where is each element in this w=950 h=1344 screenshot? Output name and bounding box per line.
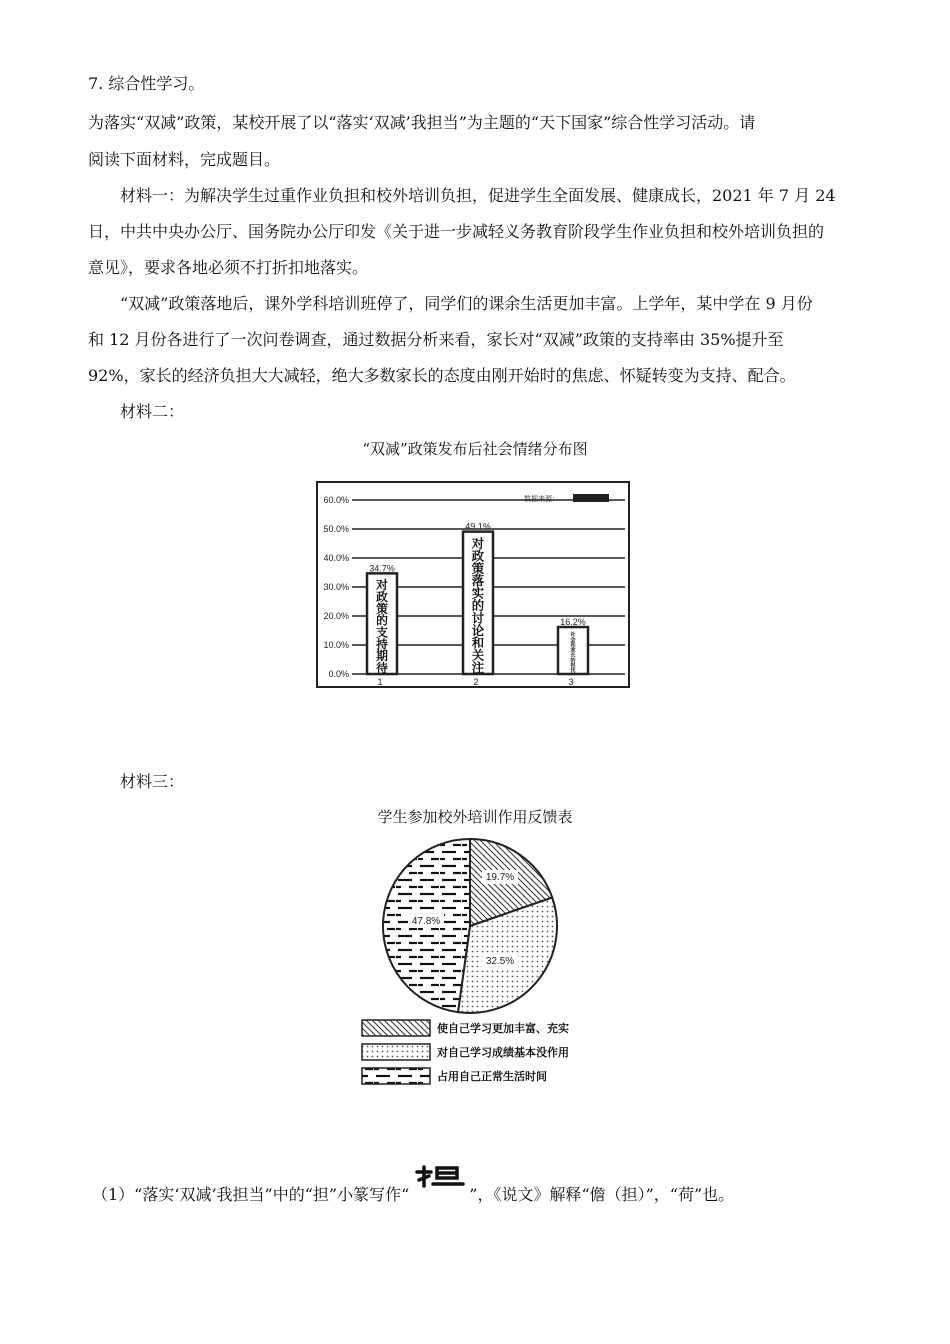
material1-p2-line-1: “双减”政策落地后，课外学科培训班停了，同学们的课余生活更加丰富。上学年，某中学在 9 月份 xyxy=(120,294,813,313)
source-box xyxy=(573,494,609,502)
bar-value-label: 34.7% xyxy=(369,563,395,574)
subquestion-line xyxy=(92,1176,734,1205)
pie-value-label: 19.7% xyxy=(485,872,515,883)
y-tick-label: 10.0% xyxy=(323,640,349,650)
bar-value-label: 49.1% xyxy=(465,521,491,532)
material1-line-3: 意见》，要求各地必须不打折扣地落实。 xyxy=(88,258,369,277)
intro-line-2: 阅读下面材料，完成题目。 xyxy=(88,150,281,169)
y-tick-label: 0.0% xyxy=(328,669,349,679)
legend-label: 占用自己正常生活时间 xyxy=(437,1071,547,1083)
material2-label: 材料二： xyxy=(120,402,185,421)
material1-line-1: 材料一：为解决学生过重作业负担和校外培训负担，促进学生全面发展、健康成长，2021 年 7 月 24 xyxy=(120,186,836,205)
question-heading: 7. 综合性学习。 xyxy=(88,74,205,93)
legend-swatch xyxy=(362,1068,430,1084)
y-tick-label: 20.0% xyxy=(323,611,349,621)
source-label: 数据来源： xyxy=(524,496,559,503)
material2-caption: “双减”政策发布后社会情绪分布图 xyxy=(362,440,588,458)
pie-value-label: 32.5% xyxy=(485,956,515,967)
x-tick-label: 3 xyxy=(568,677,574,687)
y-tick-label: 40.0% xyxy=(323,553,349,563)
x-tick-label: 2 xyxy=(473,677,479,687)
legend-swatch xyxy=(362,1044,430,1060)
y-tick-label: 50.0% xyxy=(323,524,349,534)
legend-swatch xyxy=(362,1020,430,1036)
intro-line-1: 为落实“双减”政策，某校开展了以“落实‘双减’我担当”为主题的“天下国家”综合性学习活动。请 xyxy=(88,113,756,132)
bar-value-label: 16.2% xyxy=(560,617,586,628)
material1-line-2: 日，中共中央办公厅、国务院办公厅印发《关于进一步减轻义务教育阶段学生作业负担和校外培训负担的 xyxy=(88,222,825,241)
pie-value-label: 47.8% xyxy=(411,916,441,927)
material1-p2-line-2: 和 12 月份各进行了一次问卷调查，通过数据分析来看，家长对“双减”政策的支持率由 35%提升至 xyxy=(88,330,784,349)
bar-chart xyxy=(0,476,950,696)
bar-label: 社会和家长的担忧 xyxy=(570,632,576,674)
x-tick-label: 1 xyxy=(377,677,383,687)
bar-label: 对政策的支持期待 xyxy=(376,578,388,675)
subquestion-before: （1）“落实‘双减’我担当”中的“担”小篆写作“ xyxy=(92,1185,410,1204)
seal-script-dan-icon xyxy=(409,1176,469,1196)
material3-label: 材料三： xyxy=(120,772,185,791)
pie-chart xyxy=(0,834,950,1094)
subquestion-after: ”，《说文》解释“儋（担）”，“荷”也。 xyxy=(469,1185,735,1204)
legend-label: 对自己学习成绩基本没作用 xyxy=(437,1047,569,1059)
bar-label: 对政策落实的讨论和关注 xyxy=(471,537,485,675)
material1-p2-line-3: 92%，家长的经济负担大大减轻，绝大多数家长的态度由刚开始时的焦虑、怀疑转变为支持、配合。 xyxy=(88,366,796,385)
y-tick-label: 30.0% xyxy=(323,582,349,592)
legend-label: 使自己学习更加丰富、充实 xyxy=(437,1023,569,1035)
y-tick-label: 60.0% xyxy=(323,495,349,505)
material3-caption: 学生参加校外培训作用反馈表 xyxy=(377,808,573,826)
